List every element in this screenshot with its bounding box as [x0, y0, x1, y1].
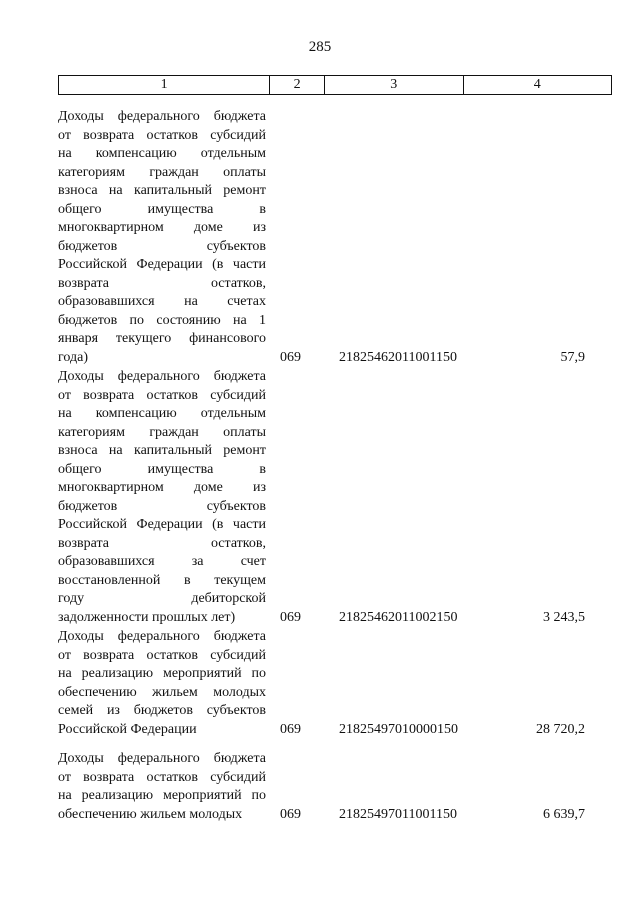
admin-code: 069	[280, 609, 301, 625]
description-line: общего имущества в	[58, 461, 266, 477]
row-description	[58, 750, 266, 824]
description-line: общего имущества в	[58, 201, 266, 217]
budget-classification-code: 21825462011001150	[339, 349, 457, 365]
description-line: Российской Федерации	[58, 721, 197, 737]
page-number: 285	[308, 39, 332, 55]
description-line: обеспечению жильем молодых	[58, 806, 243, 822]
description-line: Доходы федерального бюджета	[58, 109, 266, 124]
description-line: бюджетов субъектов	[58, 238, 266, 254]
column-header-1: 1	[160, 77, 168, 92]
description-line: взноса на капитальный ремонт	[58, 443, 266, 458]
column-header-4: 4	[463, 76, 611, 94]
row-description	[58, 368, 266, 627]
description-line: категориям граждан оплаты	[58, 164, 266, 180]
description-line: Доходы федерального бюджета	[58, 751, 266, 766]
description-line: от возврата остатков субсидий	[58, 647, 266, 663]
description-line: образовавшихся на счетах	[58, 294, 266, 309]
description-line: восстановленной в текущем	[58, 572, 266, 588]
budget-classification-code: 21825497010000150	[339, 721, 458, 737]
description-line: категориям граждан оплаты	[58, 424, 266, 440]
row-description	[58, 108, 266, 367]
description-line: бюджетов по состоянию на 1	[58, 312, 266, 328]
column-header-row	[58, 75, 612, 95]
description-line: от возврата остатков субсидий	[58, 769, 266, 785]
description-line: многоквартирном доме из	[58, 480, 266, 495]
description-line: от возврата остатков субсидий	[58, 127, 266, 143]
amount-value: 3 243,5	[543, 609, 585, 625]
amount-value: 57,9	[560, 349, 585, 365]
description-line: года)	[58, 349, 88, 365]
description-line: на реализацию мероприятий по	[58, 788, 266, 803]
description-line: на реализацию мероприятий по	[58, 666, 266, 681]
description-line: Российской Федерации (в части	[58, 257, 266, 272]
description-line: многоквартирном доме из	[58, 220, 266, 235]
description-line: обеспечению жильем молодых	[58, 684, 266, 700]
column-header-2: 2	[269, 76, 324, 94]
description-line: на компенсацию отдельным	[58, 406, 266, 421]
column-header-3: 3	[324, 76, 463, 94]
budget-classification-code: 21825497011001150	[339, 806, 457, 822]
description-line: января текущего финансового	[58, 331, 266, 346]
amount-value: 6 639,7	[543, 806, 585, 822]
description-line: взноса на капитальный ремонт	[58, 183, 266, 198]
description-line: возврата остатков,	[58, 275, 266, 291]
description-line: Российской Федерации (в части	[58, 517, 266, 532]
amount-value: 28 720,2	[536, 721, 585, 737]
description-line: бюджетов субъектов	[58, 498, 266, 514]
admin-code: 069	[280, 349, 301, 365]
row-description	[58, 628, 266, 739]
description-line: Доходы федерального бюджета	[58, 629, 266, 644]
description-line: Доходы федерального бюджета	[58, 369, 266, 384]
description-line: году дебиторской	[58, 591, 266, 606]
description-line: возврата остатков,	[58, 535, 266, 551]
budget-classification-code: 21825462011002150	[339, 609, 458, 625]
description-line: на компенсацию отдельным	[58, 146, 266, 161]
description-line: образовавшихся за счет	[58, 554, 266, 569]
description-line: семей из бюджетов субъектов	[58, 703, 266, 718]
description-line: от возврата остатков субсидий	[58, 387, 266, 403]
admin-code: 069	[280, 721, 301, 737]
admin-code: 069	[280, 806, 301, 822]
description-line: задолженности прошлых лет)	[58, 609, 236, 625]
